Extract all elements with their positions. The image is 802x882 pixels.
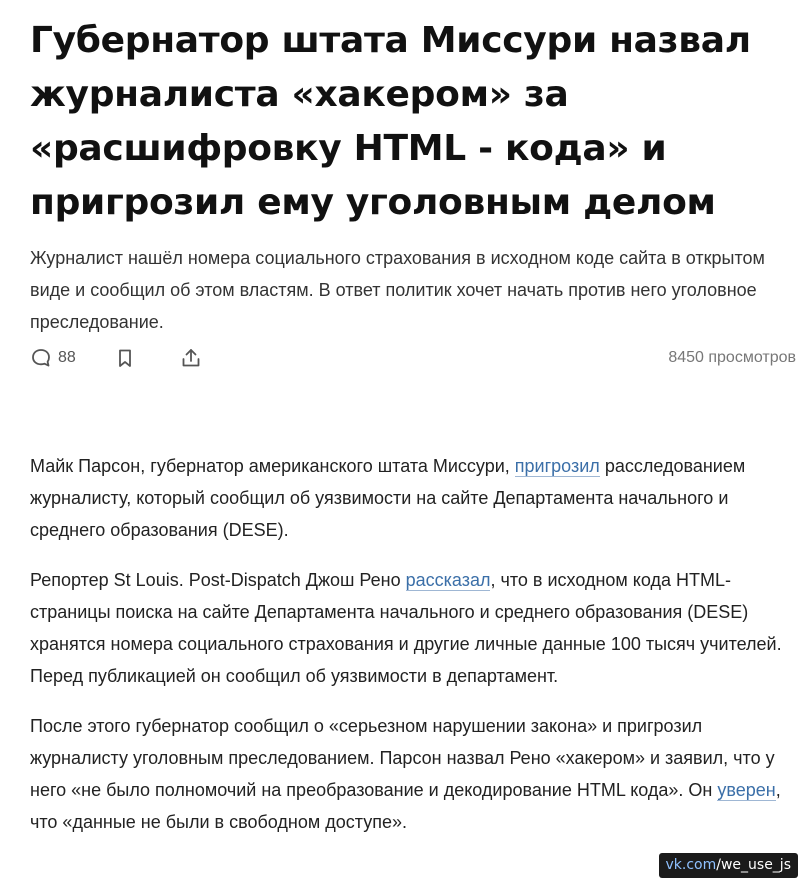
article — [30, 14, 796, 832]
paragraph-2-text-after: , что в исходном кода HTML-страницы поиска на сайте Департамента начального и среднего образования (DESE) хранятся номера социального страхования и другие личные данные 100 тысяч учителей. Перед публикацией он сообщил об уязвимости в департамент. — [30, 570, 782, 686]
share-button[interactable] — [180, 347, 202, 369]
article-meta-bar — [30, 344, 796, 372]
paragraph-3-text-after: , что «данные не были в свободном доступе». — [30, 780, 781, 832]
link-threatened[interactable]: пригрозил — [514, 456, 600, 476]
paragraph-2-text-before: Репортер St Louis. Post-Dispatch Джош Рено — [30, 570, 406, 590]
watermark-path: /we_use_js — [716, 857, 791, 873]
paragraph-3 — [30, 710, 796, 838]
comments-button[interactable] — [30, 347, 76, 369]
article-lead: Журналист нашёл номера социального страхования в исходном коде сайта в открытом виде и сообщил об этом властям. В ответ политик хочет начать против него уголовное преследование. — [30, 248, 765, 332]
comment-icon — [30, 347, 52, 369]
paragraph-1-text-before: Майк Парсон, губернатор американского штата Миссури, — [30, 456, 515, 476]
views-count: 8450 просмотров — [668, 349, 796, 366]
watermark-domain: vk.com — [665, 857, 717, 873]
link-told[interactable]: рассказал — [405, 570, 491, 590]
share-icon — [180, 347, 202, 369]
paragraph-1 — [30, 450, 796, 546]
watermark — [659, 853, 799, 878]
bookmark-icon — [114, 347, 136, 369]
link-sure[interactable]: уверен — [717, 780, 776, 800]
bookmark-button[interactable] — [114, 347, 136, 369]
paragraph-1-text-after: расследованием журналисту, который сообщил об уязвимости на сайте Департамента начального и среднего образования (DESE). — [30, 456, 746, 540]
paragraph-3-text-before: После этого губернатор сообщил о «серьезном нарушении закона» и пригрозил журналисту уголовным преследованием. Парсон назвал Рено «хакером» и заявил, что у него «не было полномочий на преобразование и декодирование HTML кода». Он — [30, 716, 775, 800]
article-title: Губернатор штата Миссури назвал журналиста «хакером» за «расшифровку HTML - кода» и пригрозил ему уголовным делом — [30, 20, 751, 223]
article-body — [30, 450, 796, 856]
comments-count: 88 — [58, 349, 76, 366]
paragraph-2 — [30, 564, 796, 692]
